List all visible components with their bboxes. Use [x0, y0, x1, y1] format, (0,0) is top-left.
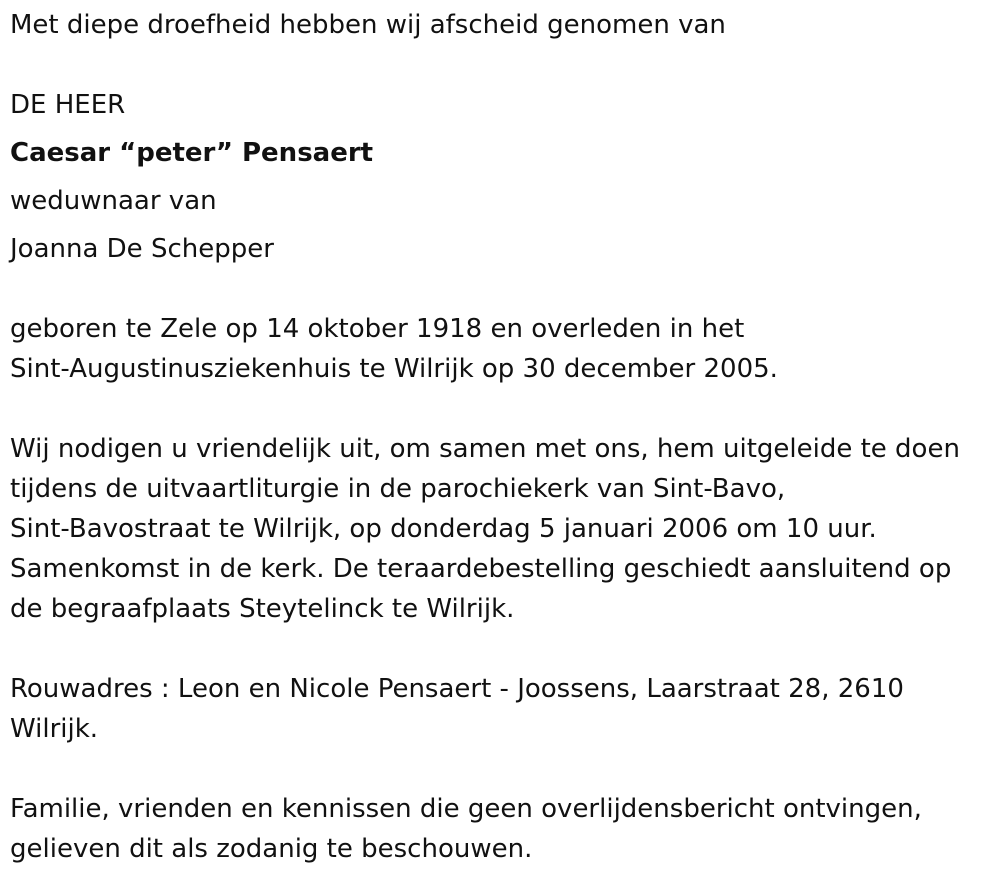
deceased-name: Caesar “peter” Pensaert	[10, 138, 374, 168]
closing-line-2: gelieven dit als zodanig te beschouwen.	[10, 834, 533, 864]
address-line-2: Wilrijk.	[10, 714, 99, 744]
title-text: DE HEER	[10, 90, 126, 120]
intro-text: Met diepe droefheid hebben wij afscheid genomen van	[10, 10, 726, 40]
closing-line-1: Familie, vrienden en kennissen die geen overlijdensbericht ontvingen,	[10, 794, 922, 824]
invitation-line-4: Samenkomst in de kerk. De teraardebestelling geschiedt aansluitend op	[10, 554, 952, 584]
relation-text: weduwnaar van	[10, 186, 217, 216]
spouse-name: Joanna De Schepper	[10, 234, 274, 264]
invitation-line-5: de begraafplaats Steytelinck te Wilrijk.	[10, 594, 515, 624]
address-line-1: Rouwadres : Leon en Nicole Pensaert - Joossens, Laarstraat 28, 2610	[10, 674, 904, 704]
birth-death-line-2: Sint-Augustinusziekenhuis te Wilrijk op 30 december 2005.	[10, 354, 778, 384]
birth-death-line-1: geboren te Zele op 14 oktober 1918 en overleden in het	[10, 314, 745, 344]
invitation-line-1: Wij nodigen u vriendelijk uit, om samen met ons, hem uitgeleide te doen	[10, 434, 960, 464]
invitation-line-3: Sint-Bavostraat te Wilrijk, op donderdag 5 januari 2006 om 10 uur.	[10, 514, 877, 544]
invitation-line-2: tijdens de uitvaartliturgie in de parochiekerk van Sint-Bavo,	[10, 474, 786, 504]
